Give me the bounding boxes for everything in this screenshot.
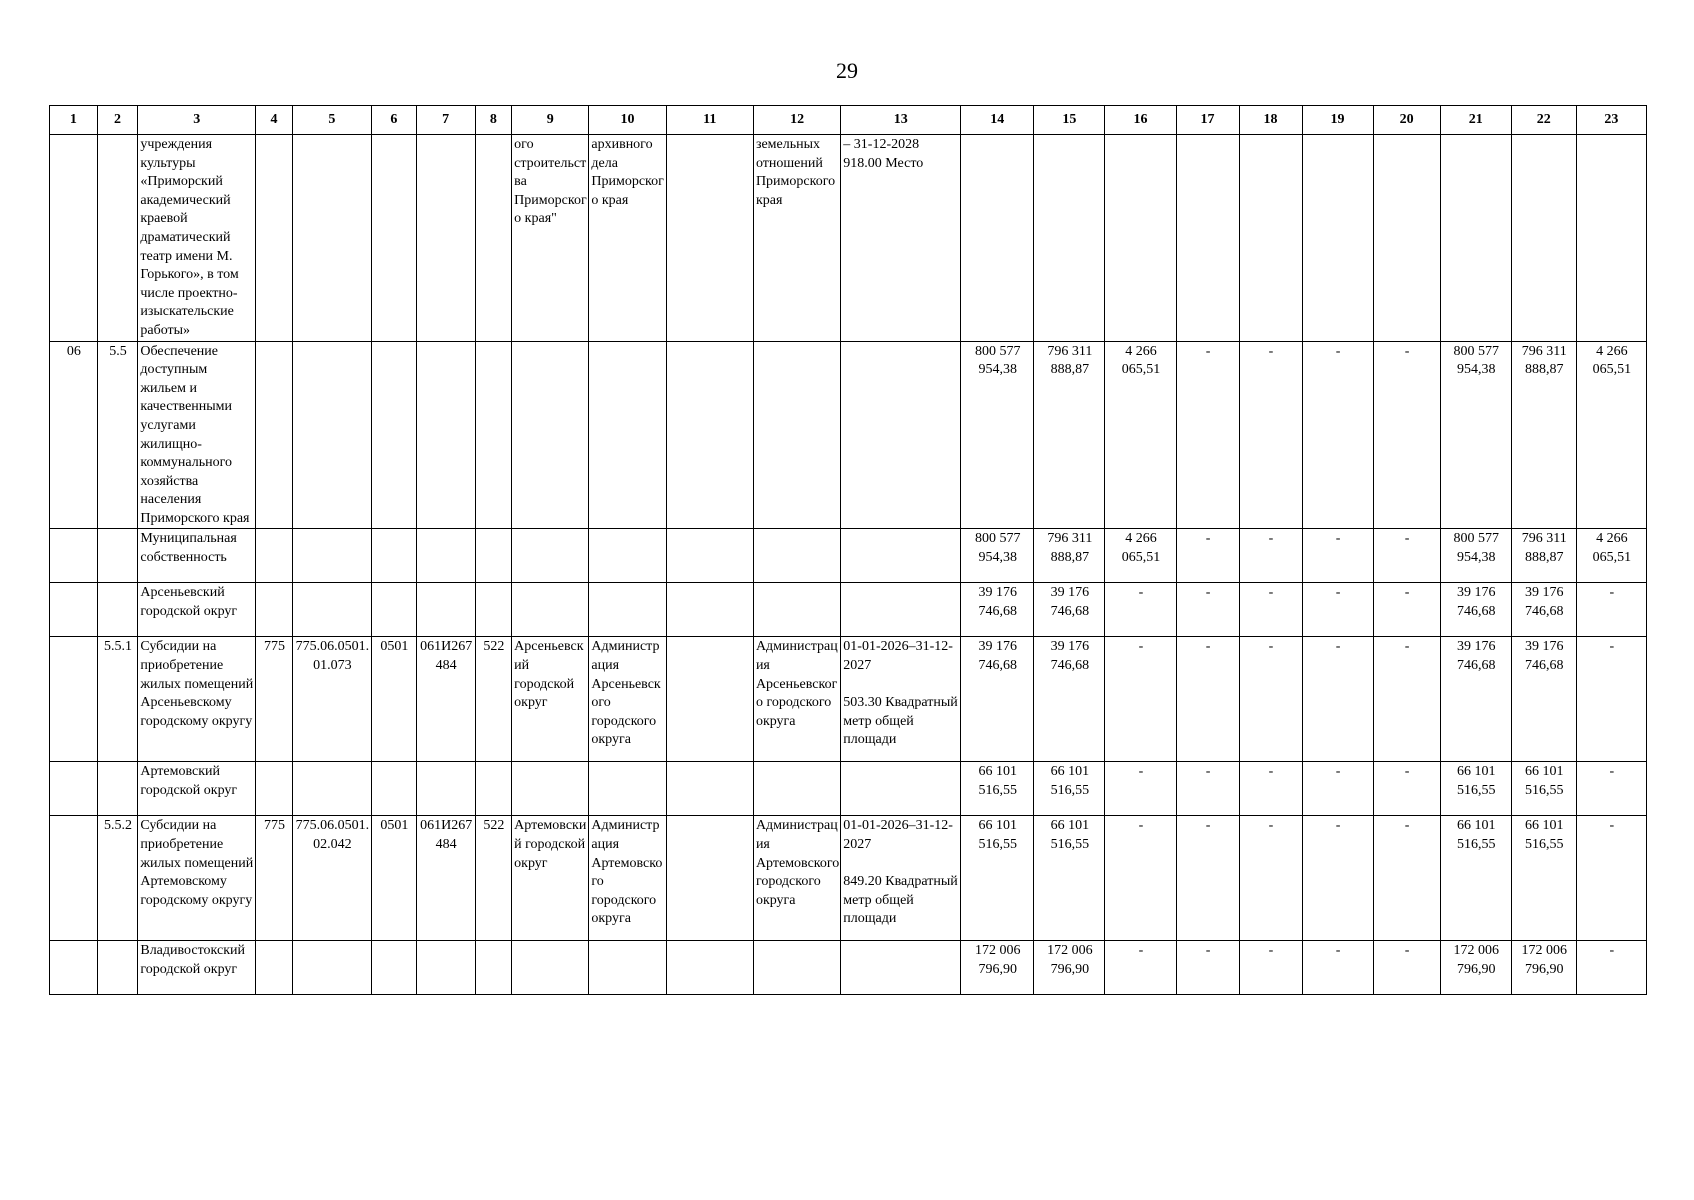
cell-amount-14: 800 577 954,38	[961, 341, 1034, 529]
cell-code-6	[372, 762, 417, 816]
cell-amount-18: -	[1239, 583, 1302, 637]
cell-amount-22: 39 176 746,68	[1511, 583, 1576, 637]
cell-code-8	[475, 941, 512, 995]
cell-amount-16	[1105, 135, 1176, 342]
column-header: 23	[1576, 106, 1646, 135]
cell-amount-17: -	[1176, 762, 1239, 816]
cell-amount-23: -	[1576, 637, 1646, 762]
column-header: 13	[841, 106, 961, 135]
cell-code-8	[475, 529, 512, 583]
cell-amount-23: -	[1576, 816, 1646, 941]
cell-item-number: 5.5.2	[97, 816, 138, 941]
cell-municipality: Арсеньевский городской округ	[512, 637, 589, 762]
cell-amount-19	[1302, 135, 1373, 342]
cell-code-5	[292, 583, 371, 637]
cell-amount-14: 39 176 746,68	[961, 637, 1034, 762]
cell-amount-17: -	[1176, 583, 1239, 637]
column-header: 9	[512, 106, 589, 135]
column-header: 21	[1440, 106, 1511, 135]
column-header: 3	[138, 106, 256, 135]
cell-code-5	[292, 941, 371, 995]
cell-amount-18: -	[1239, 341, 1302, 529]
cell-amount-14: 800 577 954,38	[961, 529, 1034, 583]
cell-code-6: 0501	[372, 816, 417, 941]
cell-description: Муниципальная собственность	[138, 529, 256, 583]
cell-amount-14	[961, 135, 1034, 342]
cell-period-capacity	[841, 341, 961, 529]
cell-item-number	[97, 583, 138, 637]
cell-amount-20: -	[1373, 816, 1440, 941]
cell-col-11	[666, 583, 753, 637]
cell-customer	[753, 762, 840, 816]
cell-recipient	[589, 941, 666, 995]
column-header: 15	[1034, 106, 1105, 135]
cell-amount-20: -	[1373, 637, 1440, 762]
cell-recipient: Администрация Артемовского городского округа	[589, 816, 666, 941]
cell-row-number	[50, 583, 98, 637]
cell-description: Обеспечение доступным жильем и качественными услугами жилищно-коммунального хозяйства населения Приморского края	[138, 341, 256, 529]
cell-amount-22: 39 176 746,68	[1511, 637, 1576, 762]
cell-code-8	[475, 341, 512, 529]
cell-row-number	[50, 529, 98, 583]
cell-amount-19: -	[1302, 816, 1373, 941]
column-header: 6	[372, 106, 417, 135]
cell-customer	[753, 529, 840, 583]
cell-code-6: 0501	[372, 637, 417, 762]
cell-amount-22	[1511, 135, 1576, 342]
table-row	[50, 135, 1647, 342]
cell-amount-16: -	[1105, 816, 1176, 941]
cell-code-4: 775	[256, 637, 293, 762]
cell-code-4	[256, 762, 293, 816]
cell-amount-16: -	[1105, 637, 1176, 762]
cell-amount-18: -	[1239, 762, 1302, 816]
cell-amount-15: 66 101 516,55	[1034, 762, 1105, 816]
cell-col-11	[666, 529, 753, 583]
cell-amount-14: 172 006 796,90	[961, 941, 1034, 995]
cell-code-8: 522	[475, 816, 512, 941]
cell-amount-20	[1373, 135, 1440, 342]
cell-col-11	[666, 816, 753, 941]
cell-amount-16: -	[1105, 941, 1176, 995]
cell-amount-23: -	[1576, 583, 1646, 637]
cell-municipality	[512, 529, 589, 583]
cell-amount-21: 172 006 796,90	[1440, 941, 1511, 995]
cell-amount-17: -	[1176, 341, 1239, 529]
cell-amount-23: -	[1576, 941, 1646, 995]
table-row	[50, 529, 1647, 583]
cell-period-capacity: – 31-12-2028 918.00 Место	[841, 135, 961, 342]
column-header: 14	[961, 106, 1034, 135]
cell-amount-15: 66 101 516,55	[1034, 816, 1105, 941]
cell-municipality	[512, 762, 589, 816]
cell-amount-23	[1576, 135, 1646, 342]
cell-amount-19: -	[1302, 583, 1373, 637]
cell-col-11	[666, 135, 753, 342]
cell-code-4: 775	[256, 816, 293, 941]
cell-code-7	[416, 583, 475, 637]
cell-amount-19: -	[1302, 341, 1373, 529]
cell-customer: Администрация Арсеньевского городского округа	[753, 637, 840, 762]
header-row	[50, 106, 1647, 135]
cell-amount-14: 66 101 516,55	[961, 762, 1034, 816]
column-header: 8	[475, 106, 512, 135]
cell-code-7	[416, 341, 475, 529]
column-header: 18	[1239, 106, 1302, 135]
cell-period-capacity	[841, 583, 961, 637]
cell-period-capacity: 01-01-2026–31-12-2027 849.20 Квадратный метр общей площади	[841, 816, 961, 941]
cell-code-8: 522	[475, 637, 512, 762]
cell-amount-18: -	[1239, 529, 1302, 583]
cell-code-5: 775.06.0501.02.042	[292, 816, 371, 941]
cell-amount-17: -	[1176, 529, 1239, 583]
cell-item-number: 5.5	[97, 341, 138, 529]
cell-customer	[753, 941, 840, 995]
cell-amount-19: -	[1302, 637, 1373, 762]
cell-amount-21: 800 577 954,38	[1440, 529, 1511, 583]
cell-amount-17: -	[1176, 637, 1239, 762]
cell-code-5	[292, 341, 371, 529]
cell-code-6	[372, 583, 417, 637]
cell-code-6	[372, 341, 417, 529]
cell-amount-18: -	[1239, 637, 1302, 762]
cell-amount-21: 800 577 954,38	[1440, 341, 1511, 529]
cell-item-number	[97, 941, 138, 995]
cell-amount-16: 4 266 065,51	[1105, 529, 1176, 583]
cell-code-5	[292, 529, 371, 583]
cell-period-capacity	[841, 762, 961, 816]
cell-period-capacity	[841, 941, 961, 995]
cell-code-4	[256, 529, 293, 583]
cell-amount-15: 172 006 796,90	[1034, 941, 1105, 995]
cell-code-7: 061И267484	[416, 816, 475, 941]
cell-col-11	[666, 637, 753, 762]
cell-col-11	[666, 341, 753, 529]
cell-municipality: ого строительства Приморского края"	[512, 135, 589, 342]
cell-amount-15: 39 176 746,68	[1034, 583, 1105, 637]
cell-amount-22: 796 311 888,87	[1511, 341, 1576, 529]
page-number: 29	[836, 58, 858, 83]
cell-code-7: 061И267484	[416, 637, 475, 762]
column-header: 22	[1511, 106, 1576, 135]
cell-item-number: 5.5.1	[97, 637, 138, 762]
column-header: 7	[416, 106, 475, 135]
cell-amount-18: -	[1239, 816, 1302, 941]
cell-description: учреждения культуры «Приморский академический краевой драматический театр имени М. Горького», в том числе проектно-изыскательские работы»	[138, 135, 256, 342]
budget-table	[49, 105, 1647, 995]
cell-recipient	[589, 583, 666, 637]
cell-amount-18: -	[1239, 941, 1302, 995]
cell-row-number	[50, 816, 98, 941]
cell-amount-22: 796 311 888,87	[1511, 529, 1576, 583]
table-row	[50, 341, 1647, 529]
cell-period-capacity	[841, 529, 961, 583]
cell-code-4	[256, 135, 293, 342]
cell-item-number	[97, 762, 138, 816]
cell-item-number	[97, 135, 138, 342]
cell-row-number: 06	[50, 341, 98, 529]
cell-municipality	[512, 341, 589, 529]
column-header: 5	[292, 106, 371, 135]
column-header: 19	[1302, 106, 1373, 135]
cell-code-6	[372, 135, 417, 342]
cell-amount-16: -	[1105, 583, 1176, 637]
cell-period-capacity: 01-01-2026–31-12-2027 503.30 Квадратный метр общей площади	[841, 637, 961, 762]
cell-amount-20: -	[1373, 529, 1440, 583]
cell-row-number	[50, 637, 98, 762]
cell-amount-14: 39 176 746,68	[961, 583, 1034, 637]
table-row	[50, 637, 1647, 762]
cell-amount-20: -	[1373, 762, 1440, 816]
cell-amount-20: -	[1373, 583, 1440, 637]
cell-recipient: Администрация Арсеньевского городского округа	[589, 637, 666, 762]
cell-amount-16: 4 266 065,51	[1105, 341, 1176, 529]
cell-recipient: архивного дела Приморского края	[589, 135, 666, 342]
cell-amount-17	[1176, 135, 1239, 342]
cell-customer	[753, 583, 840, 637]
cell-amount-21: 66 101 516,55	[1440, 816, 1511, 941]
cell-item-number	[97, 529, 138, 583]
cell-code-6	[372, 529, 417, 583]
cell-code-6	[372, 941, 417, 995]
column-header: 11	[666, 106, 753, 135]
cell-amount-15: 39 176 746,68	[1034, 637, 1105, 762]
cell-code-7	[416, 941, 475, 995]
column-header: 16	[1105, 106, 1176, 135]
cell-description: Субсидии на приобретение жилых помещений Артемовскому городскому округу	[138, 816, 256, 941]
cell-row-number	[50, 941, 98, 995]
cell-amount-21: 39 176 746,68	[1440, 583, 1511, 637]
cell-customer: Администрация Артемовского городского округа	[753, 816, 840, 941]
column-header: 12	[753, 106, 840, 135]
cell-code-7	[416, 529, 475, 583]
cell-amount-23: 4 266 065,51	[1576, 341, 1646, 529]
cell-amount-19: -	[1302, 529, 1373, 583]
cell-amount-20: -	[1373, 941, 1440, 995]
cell-amount-22: 66 101 516,55	[1511, 762, 1576, 816]
cell-amount-23: -	[1576, 762, 1646, 816]
cell-municipality: Артемовский городской округ	[512, 816, 589, 941]
cell-municipality	[512, 941, 589, 995]
cell-amount-21: 39 176 746,68	[1440, 637, 1511, 762]
table-row	[50, 941, 1647, 995]
cell-amount-18	[1239, 135, 1302, 342]
column-header: 20	[1373, 106, 1440, 135]
cell-recipient	[589, 529, 666, 583]
cell-amount-17: -	[1176, 816, 1239, 941]
cell-customer: земельных отношений Приморского края	[753, 135, 840, 342]
column-header: 10	[589, 106, 666, 135]
cell-recipient	[589, 762, 666, 816]
cell-code-8	[475, 583, 512, 637]
cell-code-7	[416, 762, 475, 816]
column-header: 4	[256, 106, 293, 135]
column-header: 1	[50, 106, 98, 135]
table-row	[50, 816, 1647, 941]
cell-amount-17: -	[1176, 941, 1239, 995]
cell-amount-14: 66 101 516,55	[961, 816, 1034, 941]
cell-code-5: 775.06.0501.01.073	[292, 637, 371, 762]
cell-amount-15	[1034, 135, 1105, 342]
cell-code-4	[256, 583, 293, 637]
cell-municipality	[512, 583, 589, 637]
cell-amount-19: -	[1302, 941, 1373, 995]
cell-amount-21	[1440, 135, 1511, 342]
cell-amount-22: 172 006 796,90	[1511, 941, 1576, 995]
cell-code-5	[292, 135, 371, 342]
cell-recipient	[589, 341, 666, 529]
cell-col-11	[666, 941, 753, 995]
table-row	[50, 583, 1647, 637]
cell-code-4	[256, 341, 293, 529]
cell-amount-15: 796 311 888,87	[1034, 341, 1105, 529]
cell-amount-16: -	[1105, 762, 1176, 816]
cell-col-11	[666, 762, 753, 816]
cell-code-4	[256, 941, 293, 995]
cell-code-5	[292, 762, 371, 816]
cell-description: Арсеньевский городской округ	[138, 583, 256, 637]
cell-amount-22: 66 101 516,55	[1511, 816, 1576, 941]
cell-description: Владивостокский городской округ	[138, 941, 256, 995]
column-header: 17	[1176, 106, 1239, 135]
cell-row-number	[50, 762, 98, 816]
cell-row-number	[50, 135, 98, 342]
cell-code-8	[475, 135, 512, 342]
cell-amount-19: -	[1302, 762, 1373, 816]
cell-code-8	[475, 762, 512, 816]
cell-code-7	[416, 135, 475, 342]
cell-amount-21: 66 101 516,55	[1440, 762, 1511, 816]
cell-amount-23: 4 266 065,51	[1576, 529, 1646, 583]
cell-customer	[753, 341, 840, 529]
column-header: 2	[97, 106, 138, 135]
cell-description: Субсидии на приобретение жилых помещений Арсеньевскому городскому округу	[138, 637, 256, 762]
cell-amount-15: 796 311 888,87	[1034, 529, 1105, 583]
cell-amount-20: -	[1373, 341, 1440, 529]
cell-description: Артемовский городской округ	[138, 762, 256, 816]
table-row	[50, 762, 1647, 816]
